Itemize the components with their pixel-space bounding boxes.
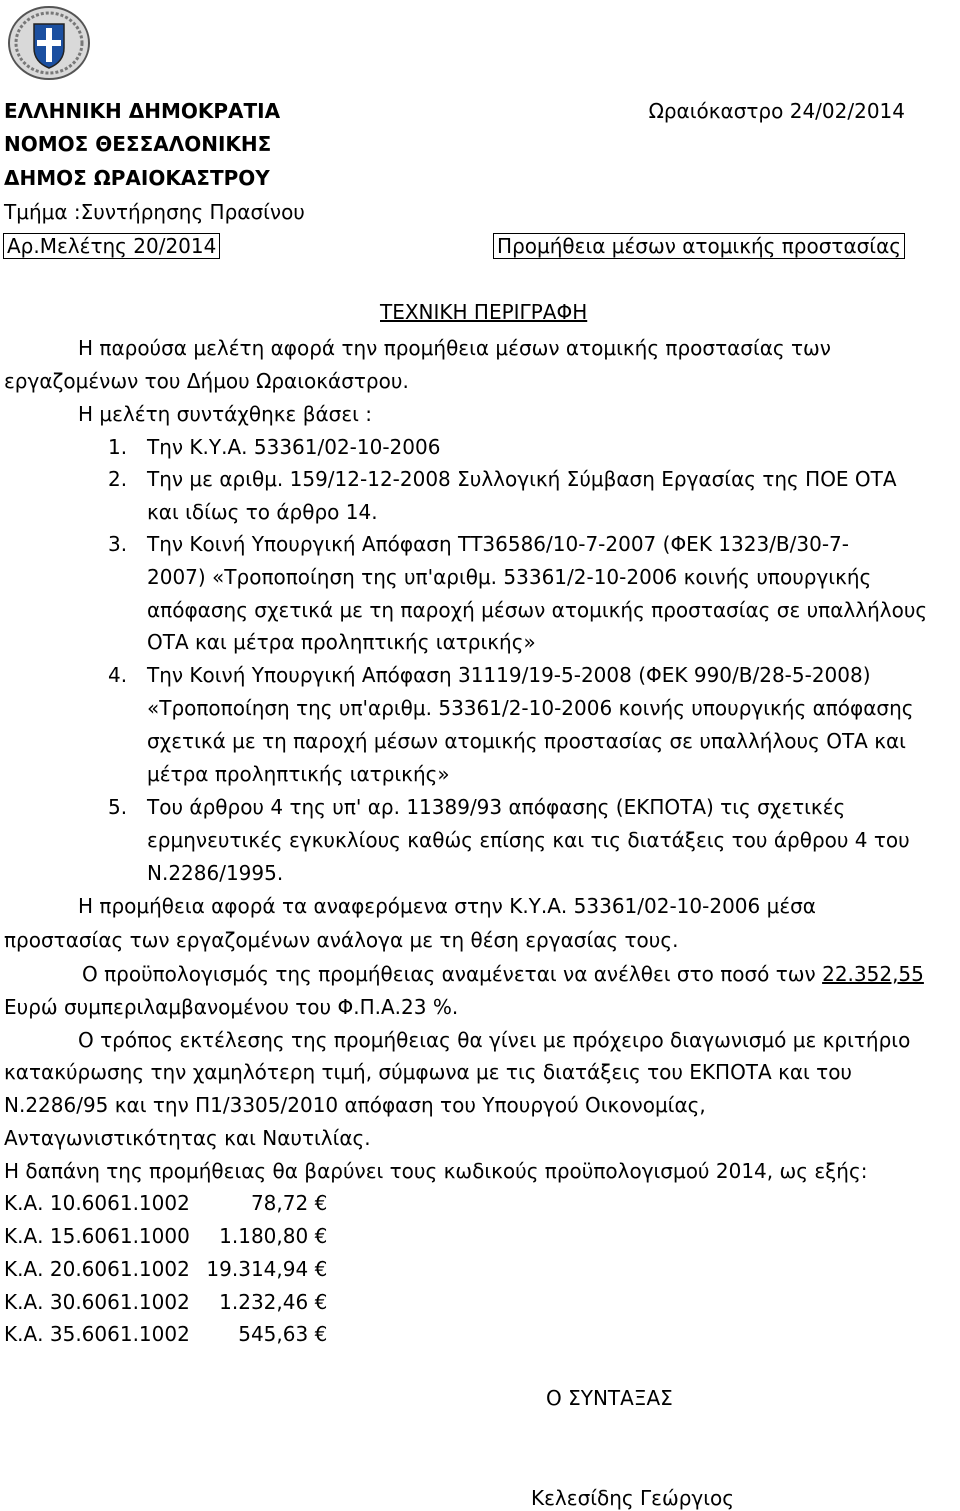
paragraph-line: Η προμήθεια αφορά τα αναφερόμενα στην Κ.Υ.Α. 53361/02-10-2006 μέσα [78,894,816,918]
expense-row [4,1191,327,1215]
list-item-number: 3. [108,532,128,556]
paragraph-line: Ευρώ συμπεριλαμβανομένου του Φ.Π.Α.23 %. [4,995,459,1019]
list-item-text: ΟΤΑ και μέτρα προληπτικής ιατρικής» [147,630,536,654]
expense-amount: 1.180,80 [219,1224,309,1248]
list-item-text: ερμηνευτικές εγκυκλίους καθώς επίσης και τις διατάξεις του άρθρου 4 του [147,828,910,852]
list-item-text: μέτρα προληπτικής ιατρικής» [147,762,450,786]
list-item-text: «Τροποποίηση της υπ'αριθμ. 53361/2-10-2006 κοινής υπουργικής απόφασης [147,696,914,720]
budget-line [82,962,924,986]
budget-amount: 22.352,55 [822,962,924,986]
paragraph-line: Ανταγωνιστικότητας και Ναυτιλίας. [4,1126,371,1150]
document-title: ΤΕΧΝΙΚΗ ΠΕΡΙΓΡΑΦΗ [380,300,588,324]
expense-amount: 19.314,94 [206,1257,309,1281]
expense-code: Κ.Α. 20.6061.1002 [4,1257,190,1281]
paragraph-line: προστασίας των εργαζομένων ανάλογα με τη θέση εργασίας τους. [4,928,679,952]
euro-icon: € [314,1290,328,1314]
euro-icon: € [314,1191,328,1215]
list-item-text: απόφασης σχετικά με τη παροχή μέσων ατομικής προστασίας σε υπαλλήλους [147,598,928,622]
expense-row [4,1224,327,1248]
author-name: Κελεσίδης Γεώργιος [531,1486,734,1510]
header-line-2: ΝΟΜΟΣ ΘΕΣΣΑΛΟΝΙΚΗΣ [4,132,272,156]
list-item-number: 2. [108,467,128,491]
list-item-text: Ν.2286/1995. [147,861,284,885]
expense-amount: 545,63 [238,1322,309,1346]
expense-code: Κ.Α. 35.6061.1002 [4,1322,190,1346]
euro-icon: € [314,1322,328,1346]
header-line-1: ΕΛΛΗΝΙΚΗ ΔΗΜΟΚΡΑΤΙΑ [4,99,281,123]
expense-row [4,1322,327,1346]
list-item-number: 4. [108,663,128,687]
place-date: Ωραιόκαστρο 24/02/2014 [648,99,905,123]
list-item-number: 1. [108,435,128,459]
paragraph-line: Ο τρόπος εκτέλεσης της προμήθειας θα γίνει με πρόχειρο διαγωνισμό με κριτήριο [78,1028,911,1052]
expense-amount: 78,72 [250,1191,309,1215]
list-item-text: 2007) «Τροποποίηση της υπ'αριθμ. 53361/2-10-2006 κοινής υπουργικής [147,565,872,589]
intro-line-1: Η παρούσα μελέτη αφορά την προμήθεια μέσων ατομικής προστασίας των [78,336,831,360]
expense-code: Κ.Α. 10.6061.1002 [4,1191,190,1215]
based-on-label: Η μελέτη συντάχθηκε βάσει : [78,402,373,426]
expense-row [4,1257,327,1281]
author-role: Ο ΣΥΝΤΑΞΑΣ [546,1386,673,1410]
budget-text: Ο προϋπολογισμός της προμήθειας αναμένεται να ανέλθει στο ποσό των [82,962,816,986]
study-number: Αρ.Μελέτης 20/2014 [3,233,220,259]
euro-icon: € [314,1224,328,1248]
subject-box: Προμήθεια μέσων ατομικής προστασίας [493,233,905,259]
department-label: Τμήμα :Συντήρησης Πρασίνου [4,200,305,224]
expense-code: Κ.Α. 30.6061.1002 [4,1290,190,1314]
header-line-3: ΔΗΜΟΣ ΩΡΑΙΟΚΑΣΤΡΟΥ [4,166,270,190]
list-item-number: 5. [108,795,128,819]
list-item-text: Την Κοινή Υπουργική Απόφαση ΤΤ36586/10-7-2007 (ΦΕΚ 1323/Β/30-7- [147,532,849,556]
paragraph-line: κατακύρωσης την χαμηλότερη τιμή, σύμφωνα με τις διατάξεις του ΕΚΠΟΤΑ και του [4,1060,853,1084]
list-item-text: σχετικά με τη παροχή μέσων ατομικής προστασίας σε υπαλλήλους ΟΤΑ και [147,729,906,753]
list-item-text: Την με αριθμ. 159/12-12-2008 Συλλογική Σύμβαση Εργασίας της ΠΟΕ ΟΤΑ [147,467,897,491]
greek-crest-icon [6,4,92,82]
expense-row [4,1290,327,1314]
list-item-text: και ιδίως το άρθρο 14. [147,500,378,524]
list-item-text: Την Κ.Υ.Α. 53361/02-10-2006 [147,435,441,459]
list-item-text: Την Κοινή Υπουργική Απόφαση 31119/19-5-2008 (ΦΕΚ 990/Β/28-5-2008) [147,663,871,687]
euro-icon: € [314,1257,328,1281]
expense-amount: 1.232,46 [219,1290,309,1314]
expense-code: Κ.Α. 15.6061.1000 [4,1224,190,1248]
expense-intro: Η δαπάνη της προμήθειας θα βαρύνει τους κωδικούς προϋπολογισμού 2014, ως εξής: [4,1159,868,1183]
paragraph-line: Ν.2286/95 και την Π1/3305/2010 απόφαση του Υπουργού Οικονομίας, [4,1093,706,1117]
intro-line-2: εργαζομένων του Δήμου Ωραιοκάστρου. [4,369,409,393]
list-item-text: Του άρθρου 4 της υπ' αρ. 11389/93 απόφασης (ΕΚΠΟΤΑ) τις σχετικές [147,795,846,819]
